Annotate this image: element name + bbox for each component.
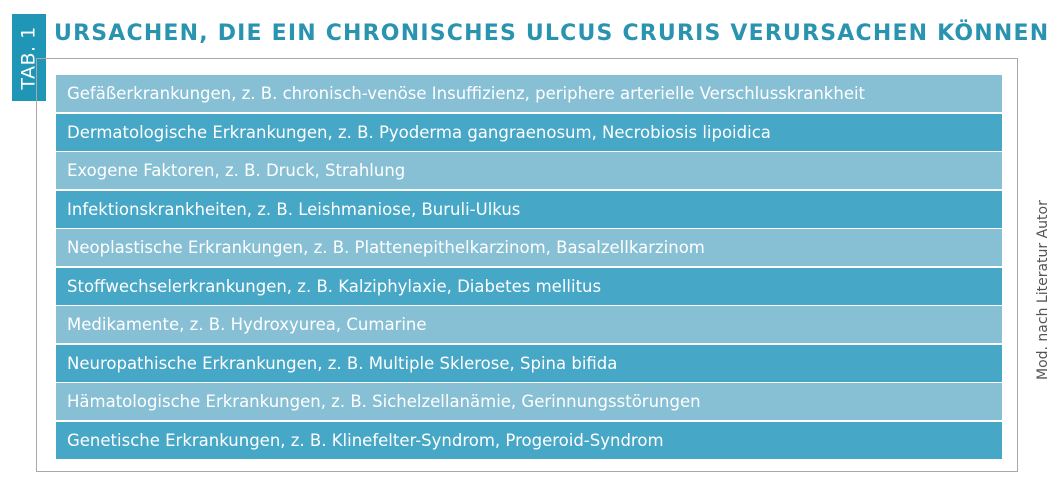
table-number-label: TAB. 1 — [18, 25, 40, 90]
table-row: Exogene Faktoren, z. B. Druck, Strahlung — [56, 152, 1002, 189]
table-row: Genetische Erkrankungen, z. B. Klinefelter-Syndrom, Progeroid-Syndrom — [56, 422, 1002, 459]
table-row: Neoplastische Erkrankungen, z. B. Plattenepithelkarzinom, Basalzellkarzinom — [56, 229, 1002, 266]
table-row: Gefäßerkrankungen, z. B. chronisch-venöse Insuffizienz, periphere arterielle Verschlusskrankheit — [56, 75, 1002, 112]
table-row: Dermatologische Erkrankungen, z. B. Pyoderma gangraenosum, Necrobiosis lipoidica — [56, 114, 1002, 151]
table-row: Infektionskrankheiten, z. B. Leishmaniose, Buruli-Ulkus — [56, 191, 1002, 228]
table-row: Stoffwechselerkrankungen, z. B. Kalziphylaxie, Diabetes mellitus — [56, 268, 1002, 305]
table-row: Medikamente, z. B. Hydroxyurea, Cumarine — [56, 306, 1002, 343]
table-row: Neuropathische Erkrankungen, z. B. Multiple Sklerose, Spina bifida — [56, 345, 1002, 382]
table-title: URSACHEN, DIE EIN CHRONISCHES ULCUS CRURIS VERURSACHEN KÖNNEN — [54, 21, 1050, 46]
cause-table — [56, 75, 1002, 460]
table-row: Hämatologische Erkrankungen, z. B. Sichelzellanämie, Gerinnungsstörungen — [56, 383, 1002, 420]
source-note: Mod. nach Literatur Autor — [1035, 200, 1051, 380]
